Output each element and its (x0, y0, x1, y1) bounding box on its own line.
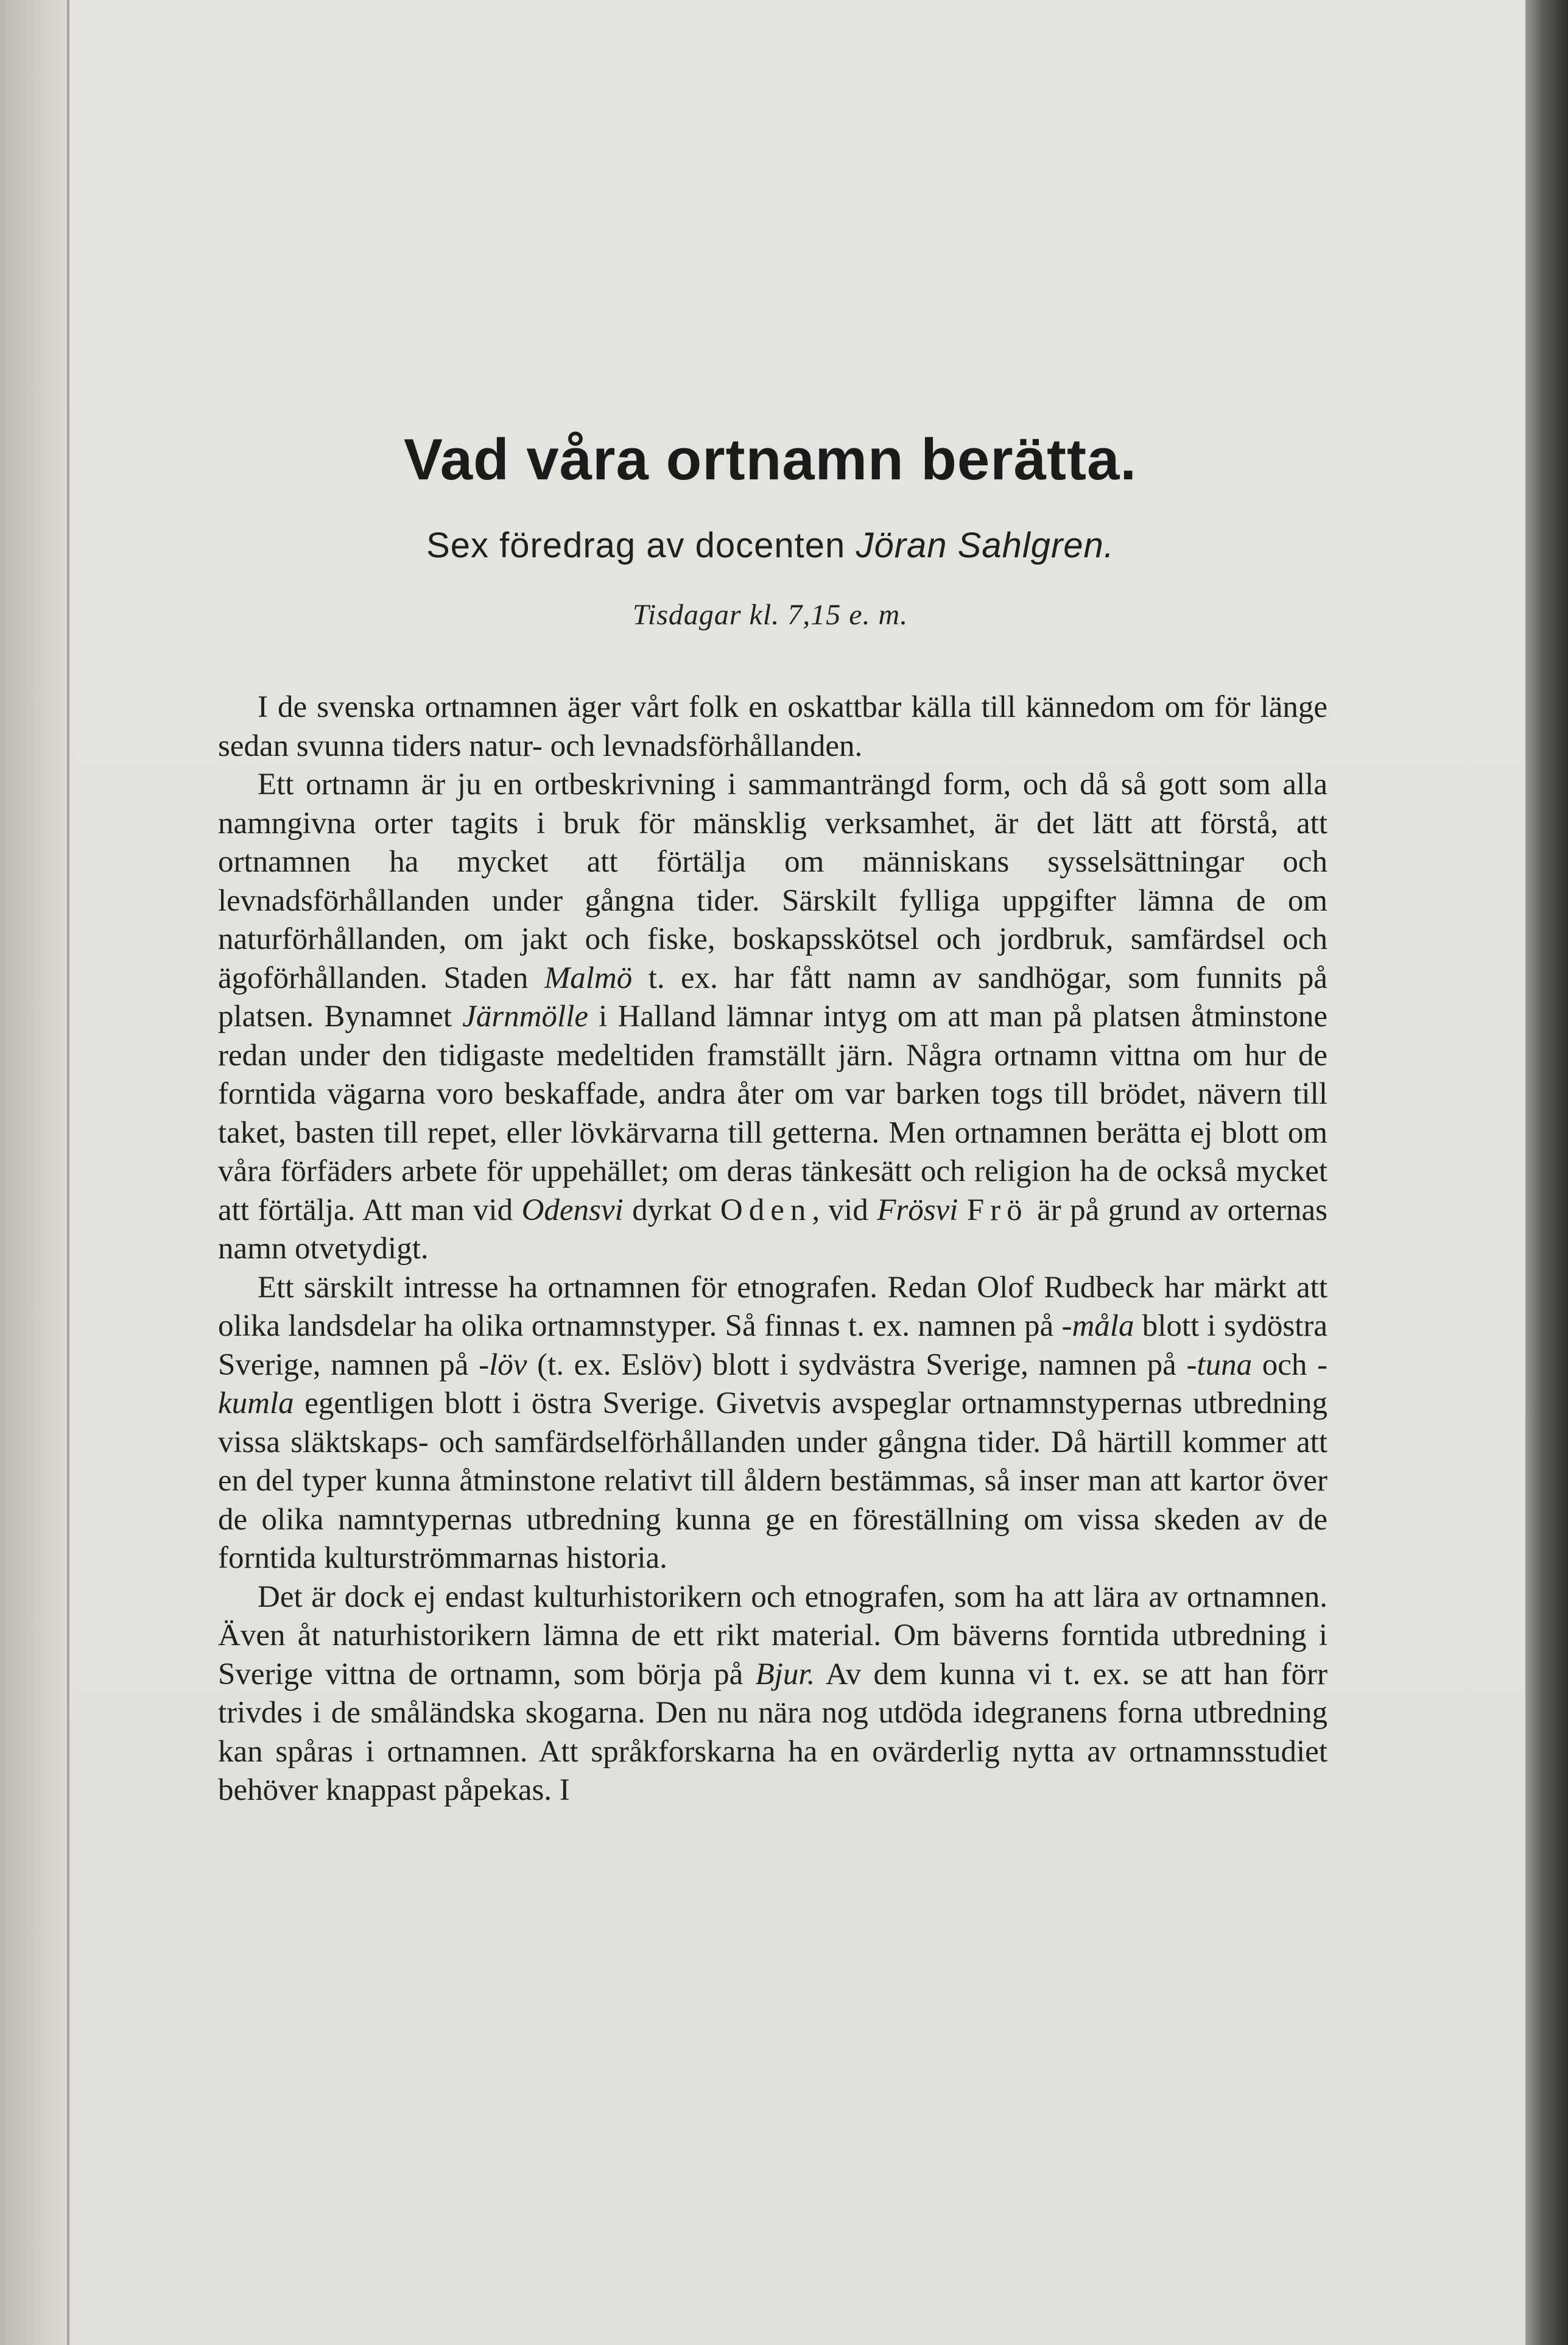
suffix-mala: -måla (1061, 1309, 1134, 1343)
paragraph-2-text: är på grund av orternas namn otvetydigt. (218, 1193, 1328, 1266)
paragraph-2-text: Ett ortnamn är ju en ortbeskrivning i sammanträngd form, och då så gott som alla namngivna orter tagits i bruk för mänsklig verksamhet, är det lätt att förstå, att ortnamnen ha mycket att förtälja om människans sysselsättningar och levnadsförhållanden under gångna tider. Särskilt fylliga uppgifter lämna de om naturförhållanden, om jakt och fiske, boskapsskötsel och jordbruk, samfärdsel och ägoförhållanden. Staden (218, 767, 1327, 995)
suffix-lov: -löv (479, 1347, 527, 1382)
place-name-malmo: Malmö (544, 961, 633, 995)
paragraph-3-text: Ett särskilt intresse ha ortnamnen för etnografen. Redan Olof Rudbeck har märkt att olika landsdelar ha olika ortnamnstyper. Så finnas t. ex. namnen på (218, 1270, 1327, 1343)
prefix-bjur: Bjur. (755, 1657, 815, 1691)
paragraph-3-text: blott i sydöstra Sverige, namnen på (218, 1309, 1328, 1382)
binding-shadow-left (0, 0, 67, 2345)
paragraph-2-text: dyrkat (632, 1193, 712, 1227)
paragraph-4 (218, 1578, 1327, 1810)
paragraph-2 (218, 766, 1327, 1269)
paragraph-2-text: i Halland lämnar intyg om att man på platsen åtminstone redan under den tidigaste medeltiden framställt järn. Några ortnamn vittna om hur de forntida vägarna voro beskaffade, andra åter om var barken togs till brödet, nävern till taket, basten till repet, eller lövkärvarna till getterna. Men ortnamnen berätta ej blott om våra förfäders arbete för uppehället; om deras tänkesätt och religion ha de också mycket att förtälja. Att man vid (218, 1000, 1328, 1227)
suffix-kumla: -kumla (218, 1347, 1328, 1420)
article-title: Vad våra ortnamn berätta. (403, 427, 1137, 492)
article-body (218, 688, 1327, 1810)
paragraph-2-text: , vid (812, 1193, 868, 1227)
binding-shadow-right (1525, 0, 1568, 2345)
paragraph-3-text: egentligen blott i östra Sverige. Givetvis avspeglar ortnamnstypernas utbredning vissa släktskaps- och samfärdselförhållanden under gångna tider. Då härtill kommer att en del typer kunna åtminstone relativt till åldern bestämmas, så inser man att kartor över de olika namntypernas utbredning kunna ge en föreställning om vissa skeden av de forntida kulturströmmarnas historia. (218, 1386, 1328, 1575)
deity-name-oden: Oden (720, 1193, 812, 1227)
paragraph-3-text: och (1262, 1347, 1307, 1382)
place-name-frosvi: Frösvi (877, 1193, 958, 1227)
deity-name-fro: Frö (966, 1193, 1028, 1227)
paragraph-1: I de svenska ortnamnen äger vårt folk en oskattbar källa till kännedom om för länge sedan svunna tiders natur- och levnadsförhållanden. (218, 690, 1327, 763)
paragraph-4-text: Det är dock ej endast kulturhistorikern och etnografen, som ha att lära av ortnamnen. Även åt naturhistorikern lämna de ett rikt material. Om bäverns forntida utbredning i Sverige vittna de ortnamn, som börja på (218, 1579, 1327, 1691)
place-name-jarnmolle: Järnmölle (462, 1000, 588, 1034)
article-subtitle (219, 525, 1321, 566)
paragraph-2-text: t. ex. har fått namn av sandhögar, som funnits på platsen. Bynamnet (218, 961, 1328, 1034)
page-edge (67, 0, 69, 2345)
paragraph-4-text: Av dem kunna vi t. ex. se att han förr trivdes i de småländska skogarna. Den nu nära nog utdöda idegranens forna utbredning kan spåras i ortnamnen. Att språkforskarna ha en ovärderlig nytta av ortnamnsstudiet behöver knappast påpekas. I (218, 1657, 1328, 1807)
paragraph-3-text: (t. ex. Eslöv) blott i sydvästra Sverige, namnen på (537, 1347, 1176, 1382)
lecture-schedule: Tisdagar kl. 7,15 e. m. (632, 599, 909, 631)
suffix-tuna: -tuna (1186, 1347, 1253, 1382)
subtitle-prefix: Sex föredrag av docenten (426, 526, 846, 565)
place-name-odensvi: Odensvi (521, 1193, 624, 1227)
lecturer-name: Jöran Sahlgren. (856, 526, 1114, 565)
paragraph-3 (218, 1269, 1327, 1578)
